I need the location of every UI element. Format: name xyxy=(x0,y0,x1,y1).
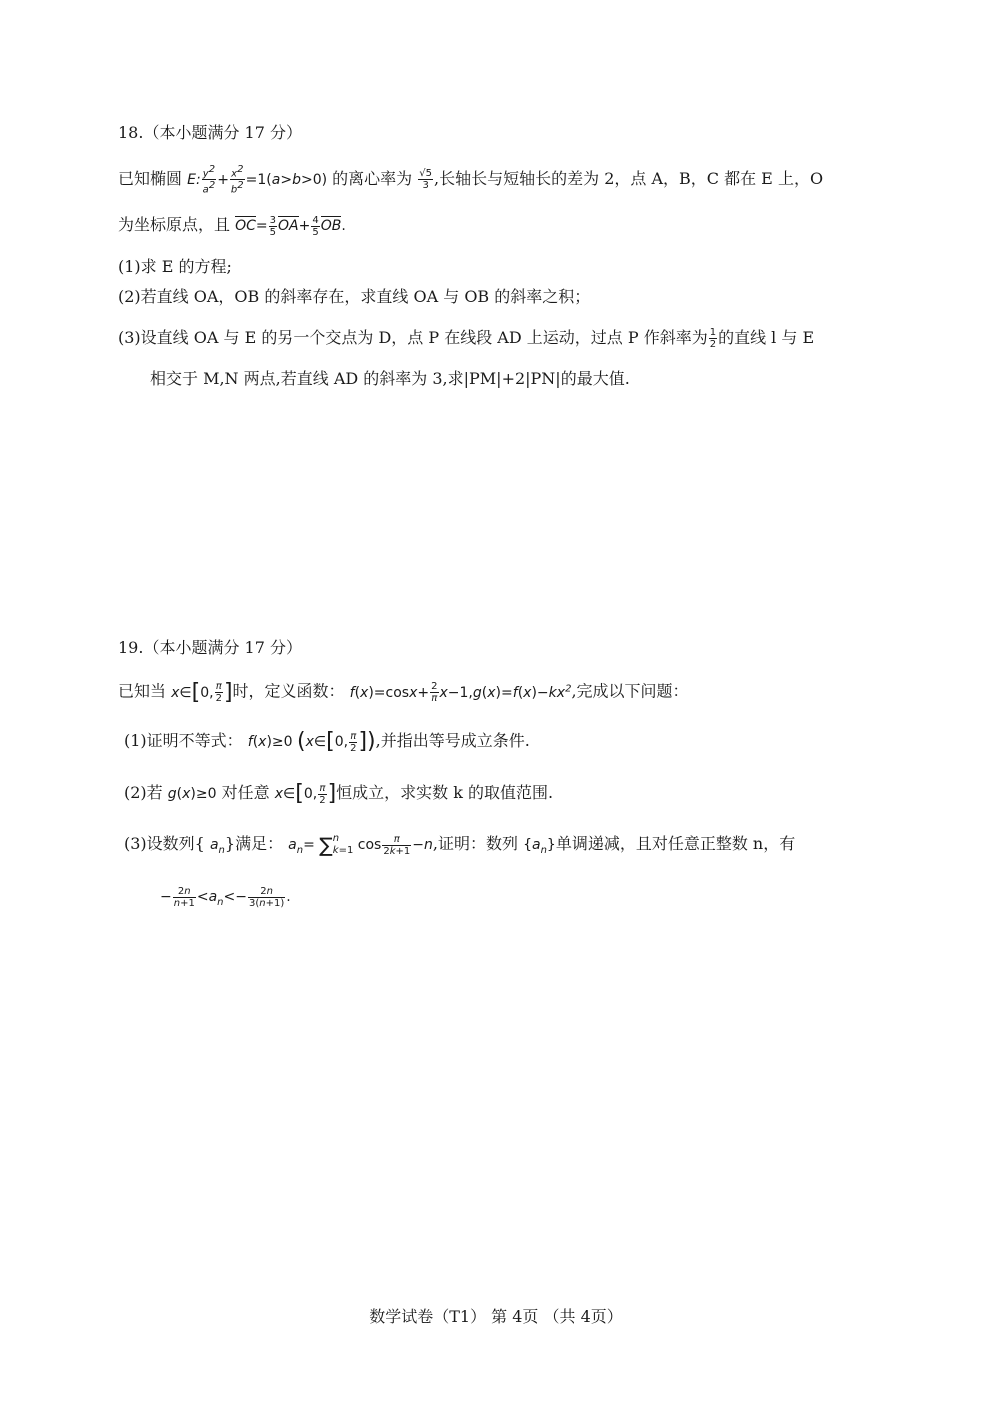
q18-part3-line2: 相交于 M,N 两点,若直线 AD 的斜率为 3,求|PM|+2|PN|的最大值. xyxy=(150,369,630,388)
slope-half: $\frac{1}{2}$ xyxy=(709,327,717,350)
inequality-f: f(x)≥0 (x∈[0, $\frac{\pi}{2}$ ]) xyxy=(247,729,376,754)
sequence-set: $\{a_n\}$ xyxy=(523,837,556,856)
q18-title: 18.（本小题满分 17 分） xyxy=(118,123,302,142)
sequence-definition: $a_n=$ ∑ n k=1 cos $\frac{\pi}{2k+1}$ −n xyxy=(288,833,433,857)
q19-part3b: }满足： xyxy=(224,834,284,853)
q19-part3-line1 xyxy=(124,833,795,862)
q18-statement-line1 xyxy=(118,164,823,196)
q19-part2b: 对任意 xyxy=(221,783,270,802)
q19-title: 19.（本小题满分 17 分） xyxy=(118,638,302,657)
q18-part3-line1 xyxy=(118,327,814,350)
q19-part3a: (3)设数列{ xyxy=(124,834,205,853)
q18-eccentricity-text: 的离心率为 xyxy=(332,168,413,188)
ellipse-equation: E: $\frac{y^2}{a^2}$ + $\frac{x^2}{b^2}$ =1(a>b>0) xyxy=(187,164,328,196)
q18-part2: (2)若直线 OA，OB 的斜率存在，求直线 OA 与 OB 的斜率之积； xyxy=(118,287,591,306)
q19-intro-c: ,完成以下问题： xyxy=(571,681,689,701)
interval-x: x∈[0, $\frac{\pi}{2}$ ] xyxy=(171,679,233,705)
q19-statement xyxy=(118,678,689,704)
q19-part2 xyxy=(124,782,553,806)
q19-part3c: ,证明：数列 xyxy=(432,834,518,853)
sequence-bounds: − $\frac{2n}{n+1}$ $<a_n<-$ $\frac{2n}{3(n+1)}$ . xyxy=(160,885,291,909)
q19-intro-a: 已知当 xyxy=(118,681,167,701)
q18-part3b: 的直线 l 与 E xyxy=(718,328,815,347)
q18-statement-line2 xyxy=(118,214,346,238)
eccentricity-value: $\frac{√5}{3}$ xyxy=(419,167,433,191)
inequality-g: g(x)≥0 xyxy=(167,786,217,802)
q18-line2: 为坐标原点，且 xyxy=(118,215,231,234)
q18-intro: 已知椭圆 xyxy=(118,168,183,188)
sequence-a-n: $a_n$ xyxy=(209,837,225,856)
q19-part1a: (1)证明不等式： xyxy=(124,731,243,750)
q18-part1: (1)求 E 的方程; xyxy=(118,257,232,276)
vector-equation: OC= $\frac{3}{5}$ OA+ $\frac{4}{5}$ OB. xyxy=(235,214,346,238)
q18-part3a: (3)设直线 OA 与 E 的另一个交点为 D，点 P 在线段 AD 上运动，过点 P 作斜率为 xyxy=(118,328,708,347)
q19-part1 xyxy=(124,730,530,754)
interval-x-2: x∈[0, $\frac{\pi}{2}$ ] xyxy=(274,781,337,806)
q19-part2c: 恒成立，求实数 k 的取值范围. xyxy=(336,783,554,802)
q19-part3-bounds xyxy=(160,885,291,914)
q18-axes-text: ,长轴长与短轴长的差为 2，点 A，B，C 都在 E 上，O xyxy=(434,168,824,188)
q19-part3d: 单调递减，且对任意正整数 n，有 xyxy=(555,834,796,853)
q19-intro-b: 时，定义函数： xyxy=(232,681,345,701)
function-definitions: f(x)=cosx+ $\frac{2}{\pi}$ $x-1,g(x)=f(x)-kx^2$ xyxy=(349,681,572,705)
page-footer: 数学试卷（T1） 第 4页 （共 4页） xyxy=(369,1307,623,1326)
q19-part1b: ,并指出等号成立条件. xyxy=(375,731,530,750)
q19-part2a: (2)若 xyxy=(124,783,163,802)
